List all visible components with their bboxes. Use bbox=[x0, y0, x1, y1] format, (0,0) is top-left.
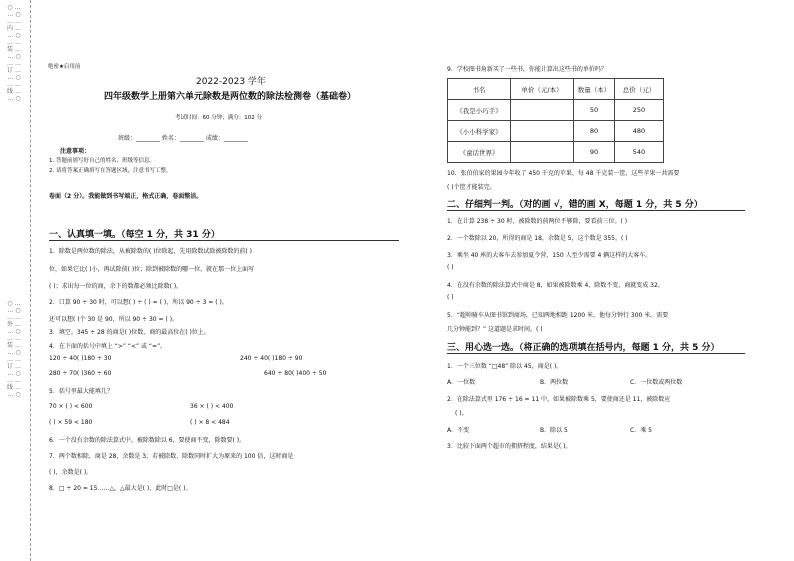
s1-q3: 3．填空。345 ÷ 28 的商是( )位数，商的最高位在( )位上。 bbox=[49, 329, 210, 336]
section3-title: 三、用心选一选。（将正确的选项填在括号内，每题 1 分，共 5 分） bbox=[447, 343, 720, 353]
s1-q5: 5．括号里最大能填几？ bbox=[49, 388, 113, 395]
table-header: 数量（本） bbox=[574, 79, 615, 100]
section2-underline bbox=[447, 210, 745, 211]
table-cell: 90 bbox=[574, 142, 615, 163]
note-item: 2. 请将答案正确填写在答题区域，注意书写工整。 bbox=[49, 168, 172, 174]
section1-title: 一、认真填一填。（每空 1 分，共 31 分） bbox=[49, 230, 220, 240]
s1-q6: 6．一个没有余数的除法算式中，被除数除以 6，要使商不变，除数要( )。 bbox=[49, 437, 246, 444]
exam-time: 考试时间：60 分钟；满分：102 分 bbox=[175, 115, 262, 121]
table-header-row bbox=[448, 79, 664, 100]
s1-q5-r1b: 36 × ( ) < 400 bbox=[190, 403, 234, 410]
s1-q8: 8．□ ÷ 20 = 15……△，△最大是( )，此时□是( )。 bbox=[49, 485, 192, 492]
s1-q7-line2: ( )，余数是( )。 bbox=[49, 469, 93, 476]
s3-q1-option-a: A．一位数 bbox=[447, 379, 476, 386]
s3-q2-option-a: A．不变 bbox=[447, 427, 470, 434]
notes-title: 注意事项： bbox=[60, 148, 91, 155]
s3-q2-line1: 2．在除法算式里 176 ÷ 16 = 11 中，如果被除数乘 5，要使商还是 11，被除数应 bbox=[447, 396, 671, 403]
table-cell: 540 bbox=[615, 142, 664, 163]
table-row bbox=[448, 142, 664, 163]
table-cell: 《我是小巧手》 bbox=[448, 100, 511, 121]
note-item: 1. 答题前填写好自己的姓名、班级等信息。 bbox=[49, 158, 155, 164]
section2-title: 二、仔细判一判。（对的画 √，错的画 X，每题 1 分，共 5 分） bbox=[447, 200, 703, 210]
s1-q4-r1a: 120 ÷ 40( )180 ÷ 30 bbox=[49, 355, 112, 362]
s1-q4: 4．在下面的括号中填上 “>” “<” 或 “=”。 bbox=[49, 343, 167, 350]
s1-q4-r2b: 640 ÷ 80( )400 ÷ 50 bbox=[264, 370, 327, 377]
table-cell: 80 bbox=[574, 121, 615, 142]
s1-q1-line2: 位，如果它比( )小，再试除前( )位；除到被除数的哪一位，就在那一位上面写 bbox=[49, 266, 255, 273]
s2-q4-line1: 4．在没有余数的除法算式中商是 8，如果被除数乘 4，除数不变，商就变成 32。 bbox=[447, 282, 664, 289]
s3-q1-option-b: B．两位数 bbox=[540, 379, 569, 386]
s2-q1: 1．在计算 238 ÷ 30 时，被除数的前两位不够除，要看前三位。( ) bbox=[447, 218, 628, 225]
s2-q4-line2: ( ) bbox=[447, 294, 454, 301]
table-cell: 《小小科学家》 bbox=[448, 121, 511, 142]
table-cell: 250 bbox=[615, 100, 664, 121]
s1-q7-line1: 7．两个数相除，商是 28，余数是 3，若被除数、除数同时扩大为原来的 100 倍，这时商是 bbox=[49, 453, 294, 460]
s1-q4-r1b: 240 ÷ 40( )180 ÷ 90 bbox=[240, 355, 303, 362]
s3-q2-option-c: C．乘 5 bbox=[630, 427, 652, 434]
neatness-note: 卷面（2 分）。我能做到书写端正，格式正确，卷面整洁。 bbox=[49, 193, 203, 200]
table-cell bbox=[511, 100, 574, 121]
s2-q3-line1: 3．乘坐 40 座的大客车去参加夏令营，150 人至少需要 4 辆这样的大客车。 bbox=[447, 252, 652, 259]
s2-q2: 2．一个数除以 20，所得的商是 18，余数是 5，这个数是 355。( ) bbox=[447, 235, 628, 242]
s3-q3: 3．比较下面两个超市的拥挤程度，结果是( )。 bbox=[447, 443, 572, 450]
s3-q1-option-c: C．一位数或两位数 bbox=[630, 379, 683, 386]
section1-underline bbox=[49, 240, 399, 241]
s2-q5-line2: 几分钟能到？” 这道题是求时间。( ) bbox=[447, 326, 543, 333]
table-header: 书名 bbox=[448, 79, 511, 100]
s1-q5-r2a: ( ) × 59 < 180 bbox=[49, 419, 93, 426]
exam-title: 四年级数学上册第六单元除数是两位数的除法检测卷（基础卷） bbox=[103, 92, 356, 102]
table-cell bbox=[511, 142, 574, 163]
table-cell: 50 bbox=[574, 100, 615, 121]
table-row bbox=[448, 100, 664, 121]
s1-q5-r2b: ( ) × 8 < 484 bbox=[190, 419, 230, 426]
table-cell: 《童话世界》 bbox=[448, 142, 511, 163]
q10-line2: ( )个筐才能装完。 bbox=[447, 184, 496, 191]
s1-q5-r1a: 70 × ( ) < 600 bbox=[49, 403, 93, 410]
section3-underline bbox=[447, 353, 745, 354]
s2-q5-line1: 5．“超帅骑车从图书馆到商场，已知两地相距 1200 米，他每分钟行 300 米。需要 bbox=[447, 312, 669, 319]
binding-line bbox=[30, 0, 32, 561]
s3-q2-line2: ( )。 bbox=[455, 410, 468, 417]
s1-q1-line3: ( )；求出每一位的商，余下的数都必须比除数( )。 bbox=[49, 283, 183, 290]
s1-q2-line2: 还可以想( )个 30 是 90，所以 90 ÷ 30 = ( )。 bbox=[49, 316, 179, 323]
s1-q2-line1: 2．口算 90 ÷ 30 时，可以想( ) ÷ ( ) = ( )，所以 90 ÷ 3 = ( )。 bbox=[49, 299, 228, 306]
secret-label: 绝密★启用前 bbox=[48, 64, 81, 70]
table-header: 总价（元） bbox=[615, 79, 664, 100]
exam-year: 2022-2023 学年 bbox=[196, 77, 266, 87]
s1-q1-line1: 1．除数是两位数的除法，从被除数的( )位除起，先用除数试除被除数的前( ) bbox=[49, 248, 252, 255]
s2-q3-line2: ( ) bbox=[447, 264, 454, 271]
q10-line1: 10．张伯伯家的果园今年收了 450 千克的苹果，每 48 千克装一筐，这些苹果一共需要 bbox=[447, 170, 680, 177]
table-row bbox=[448, 121, 664, 142]
table-header: 单价（元/本） bbox=[511, 79, 574, 100]
book-price-table bbox=[447, 78, 664, 163]
binding-marks-top: ○ … … ○ … … 内 … … ○ … … 装 … … ○ … … 订 … … ○ … … 线 … … ○ bbox=[7, 4, 21, 102]
s1-q4-r2a: 280 ÷ 70( )360 ÷ 60 bbox=[49, 370, 112, 377]
s3-q2-option-b: B．除以 5 bbox=[540, 427, 568, 434]
q9-text: 9．学校图书角新买了一些书，你能计算出这些书的单价吗？ bbox=[447, 66, 607, 73]
table-cell bbox=[511, 121, 574, 142]
table-cell: 480 bbox=[615, 121, 664, 142]
binding-marks-bottom: ○ … … ○ … … 外 … … ○ … … 装 … … ○ … … 订 … … ○ … … 线 … … ○ bbox=[7, 300, 21, 398]
student-fields: 班级：________ 姓名：________ 成绩：________ bbox=[118, 135, 248, 142]
s3-q1: 1．一个三位数 “□48” 除以 45，商是( )。 bbox=[447, 363, 563, 370]
